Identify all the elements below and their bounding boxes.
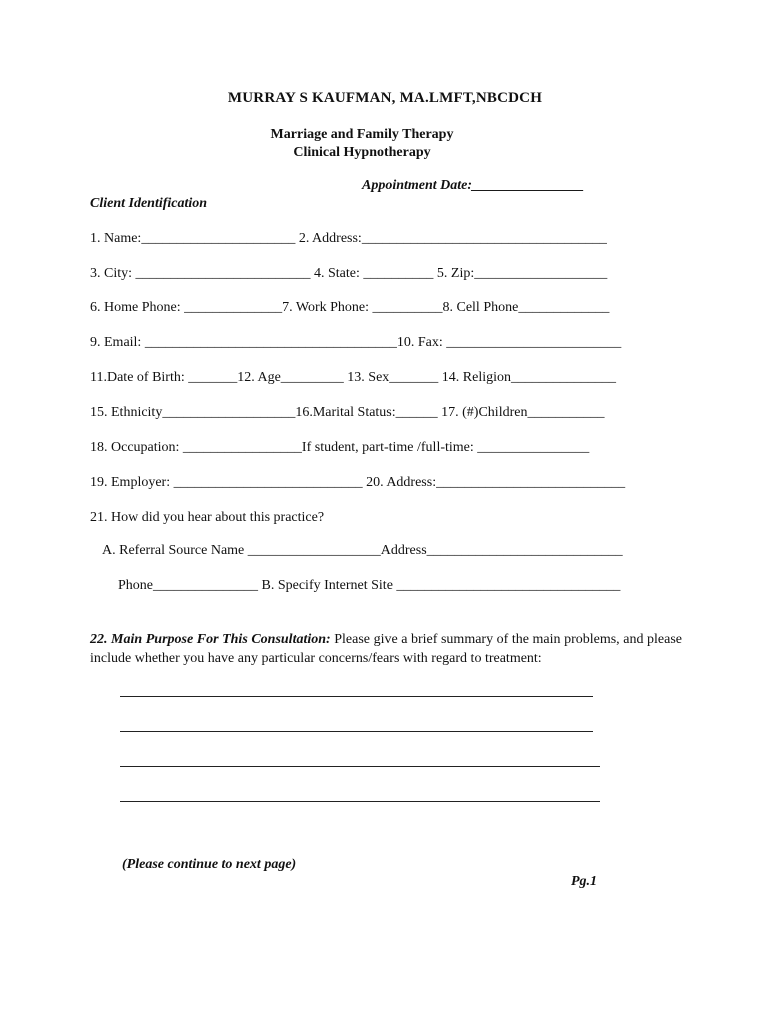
page-number: Pg.1 — [571, 874, 598, 889]
appointment-date-field[interactable]: Appointment Date:________________ — [362, 178, 585, 193]
purpose-answer-line[interactable] — [120, 731, 593, 732]
form-line-employer-address[interactable]: 19. Employer: ___________________________ 20. Address:___________________________ — [90, 475, 626, 490]
form-line-dob-age-sex-religion[interactable]: 11.Date of Birth: _______12. Age_________ 13. Sex_______ 14. Religion_______________ — [90, 370, 617, 385]
question-referral: 21. How did you hear about this practice? — [90, 510, 325, 525]
form-line-phone-internet[interactable]: Phone_______________ B. Specify Internet Site ________________________________ — [118, 578, 621, 593]
form-line-name-address[interactable]: 1. Name:______________________ 2. Address:___________________________________ — [90, 231, 607, 246]
form-line-referral-source[interactable]: A. Referral Source Name ___________________Address____________________________ — [102, 543, 623, 558]
purpose-label: 22. Main Purpose For This Consultation: — [90, 632, 331, 647]
purpose-paragraph — [90, 630, 682, 668]
form-line-phones[interactable]: 6. Home Phone: ______________7. Work Phone: __________8. Cell Phone_____________ — [90, 300, 610, 315]
page-title: MURRAY S KAUFMAN, MA.LMFT,NBCDCH — [227, 90, 543, 106]
purpose-answer-line[interactable] — [120, 696, 593, 697]
form-line-ethnicity-marital-children[interactable]: 15. Ethnicity___________________16.Marital Status:______ 17. (#)Children___________ — [90, 405, 605, 420]
subtitle-specialty: Marriage and Family Therapy — [270, 127, 454, 142]
subtitle-hypnotherapy: Clinical Hypnotherapy — [293, 145, 431, 160]
purpose-answer-line[interactable] — [120, 801, 600, 802]
form-line-email-fax[interactable]: 9. Email: ____________________________________10. Fax: _________________________ — [90, 335, 622, 350]
continue-note: (Please continue to next page) — [122, 857, 297, 872]
form-line-occupation[interactable]: 18. Occupation: _________________If student, part-time /full-time: ________________ — [90, 440, 590, 455]
section-client-identification: Client Identification — [90, 196, 208, 211]
purpose-answer-line[interactable] — [120, 766, 600, 767]
purpose-text: Please give a brief summary of the main problems, and please include whether you have any particular concerns/fears with regard to treatment: — [90, 632, 682, 666]
form-line-city-state-zip[interactable]: 3. City: _________________________ 4. State: __________ 5. Zip:___________________ — [90, 266, 608, 281]
